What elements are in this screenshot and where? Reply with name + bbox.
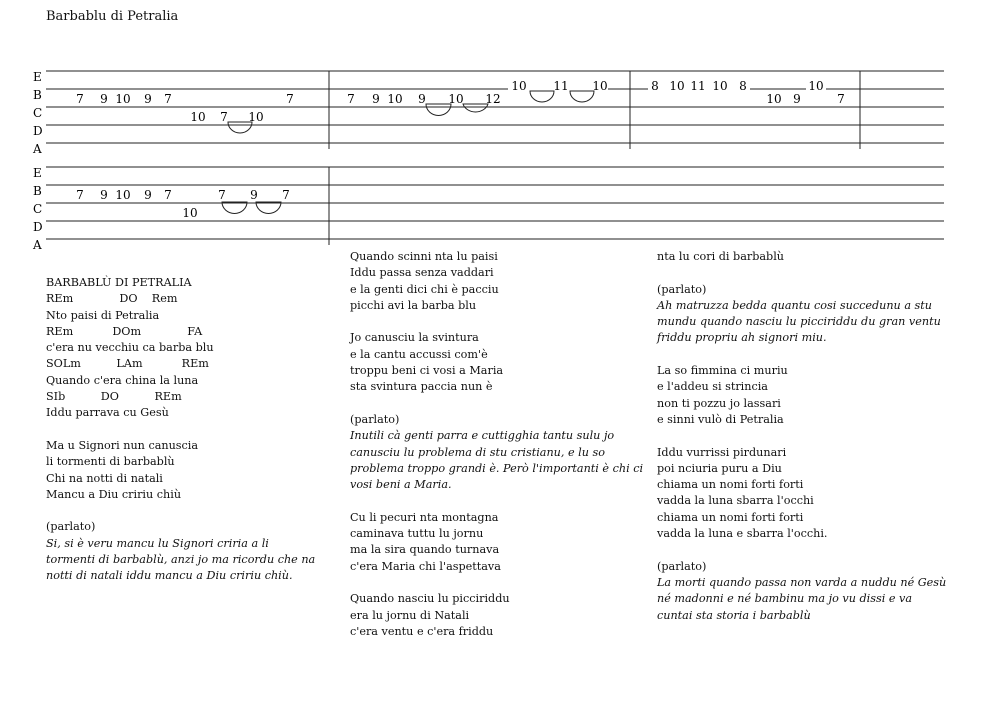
tab-note: 11 <box>690 79 706 93</box>
chord-line: REm DO Rem <box>46 292 178 306</box>
slur-mark <box>530 91 554 102</box>
tab-note: 10 <box>669 79 685 93</box>
tab-note: 7 <box>164 92 172 106</box>
lyric-line: Jo canusciu la svintura <box>350 331 479 345</box>
lyric-line: era lu jornu di Natali <box>350 608 470 622</box>
chord-line: SIb DO REm <box>46 390 182 404</box>
tab-note: 11 <box>553 79 569 93</box>
parlato-label: (parlato) <box>350 412 400 426</box>
string-label: C <box>33 106 43 120</box>
string-label: B <box>33 88 42 102</box>
tab-notes-r1m1 <box>72 92 296 133</box>
slur-mark <box>256 202 281 213</box>
guitar-tablature <box>0 0 992 250</box>
lyric-line: ma la sira quando turnava <box>350 543 500 557</box>
tab-note: 7 <box>837 92 845 106</box>
parlato-text: Si, si è veru mancu lu Signori criria a li tormenti di barbablù, anzi jo ma ricordu che na notti di natali iddu mancu a Diu cririu chiù. <box>46 536 316 583</box>
parlato-label: (parlato) <box>46 520 96 534</box>
tab-note: 9 <box>793 92 801 106</box>
string-label: D <box>33 124 43 138</box>
tab-note: 10 <box>448 92 464 106</box>
string-label: C <box>33 202 43 216</box>
lyrics-column-3 <box>657 249 949 624</box>
tab-notes-r2m1 <box>72 188 294 220</box>
song-heading: BARBABLÙ DI PETRALIA <box>46 276 192 289</box>
parlato-text: La morti quando passa non varda a nuddu né Gesù né madonni e né bambinu ma jo vu dissi e va cuntai sta storia i barbablù <box>657 575 947 622</box>
tab-note: 12 <box>485 92 501 106</box>
string-label: A <box>33 142 42 156</box>
tab-note: 10 <box>592 79 608 93</box>
parlato-label: (parlato) <box>657 559 707 573</box>
tab-note: 9 <box>418 92 426 106</box>
lyric-line: chiama un nomi forti forti <box>657 478 804 492</box>
song-title: Barbablu di Petralia <box>46 9 179 24</box>
tab-note: 8 <box>739 79 747 93</box>
lyric-line: Ma u Signori nun canuscia <box>46 438 199 452</box>
lyric-line: La so fimmina ci muriu <box>657 364 788 378</box>
lyric-line: li tormenti di barbablù <box>46 455 175 469</box>
tab-note: 9 <box>144 188 152 202</box>
lyric-line: poi nciuria puru a Diu <box>657 461 782 475</box>
tab-notes-r1m3 <box>648 79 848 106</box>
lyric-line: troppu beni ci vosi a Maria <box>350 364 504 378</box>
lyric-line: non ti pozzu jo lassari <box>657 396 781 410</box>
tab-note: 10 <box>115 92 131 106</box>
tab-note: 10 <box>766 92 782 106</box>
lyric-line: Quando nasciu lu picciriddu <box>350 592 510 606</box>
lyric-line: vadda la luna sbarra l'occhi <box>657 494 814 508</box>
tab-note: 10 <box>115 188 131 202</box>
tab-note: 7 <box>220 110 228 124</box>
tab-note: 10 <box>712 79 728 93</box>
chord-line: REm DOm FA <box>46 324 203 338</box>
tab-note: 7 <box>347 92 355 106</box>
lyric-line: Nto paisi di Petralia <box>46 308 160 322</box>
tab-note: 10 <box>190 110 206 124</box>
parlato-text: Ah matruzza bedda quantu cosi succedunu a stu mundu quando nasciu lu picciriddu du gran ventu friddu propriu ah signori miu. <box>657 298 941 345</box>
lyric-line: vadda la luna e sbarra l'occhi. <box>657 527 828 541</box>
slur-mark <box>570 91 594 102</box>
slur-mark <box>426 104 451 115</box>
tab-notes-r1m2 <box>344 79 608 115</box>
slur-mark <box>463 104 488 112</box>
lyric-line: nta lu cori di barbablù <box>657 250 785 263</box>
string-label: E <box>33 70 42 84</box>
tab-note: 9 <box>250 188 258 202</box>
tab-staff-row2 <box>46 167 944 245</box>
lyric-line: Cu li pecuri nta montagna <box>350 510 499 524</box>
lyric-line: caminava tuttu lu jornu <box>350 527 484 541</box>
lyric-line: Chi na notti di natali <box>46 471 163 485</box>
parlato-text: Inutili cà genti parra e cuttigghia tantu sulu jo canusciu lu problema di stu cristianu, e lu so problema troppo grandi è. Però l'importanti è chi ci vosi beni a Maria. <box>350 429 644 492</box>
lyric-line: e l'addeu si strincia <box>657 380 768 394</box>
tab-note: 8 <box>651 79 659 93</box>
lyric-line: Iddu passa senza vaddari <box>350 266 494 280</box>
tab-note: 10 <box>248 110 264 124</box>
lyric-line: e la cantu accussi com'è <box>350 347 488 361</box>
string-label: E <box>33 166 42 180</box>
tab-note: 7 <box>164 188 172 202</box>
lyric-line: c'era nu vecchiu ca barba blu <box>46 341 214 355</box>
lyric-line: sta svintura paccia nun è <box>350 380 493 394</box>
lyrics-column-1 <box>46 275 316 585</box>
lyrics-column-2 <box>350 249 646 640</box>
lyric-line: Iddu vurrissi pirdunari <box>657 445 787 459</box>
lyric-line: chiama un nomi forti forti <box>657 510 804 524</box>
tab-note: 10 <box>387 92 403 106</box>
parlato-label: (parlato) <box>657 282 707 296</box>
slur-mark <box>222 202 247 213</box>
string-label: A <box>33 238 42 250</box>
lyric-line: Mancu a Diu cririu chiù <box>46 487 182 501</box>
tab-note: 7 <box>76 92 84 106</box>
tab-note: 7 <box>282 188 290 202</box>
tab-note: 7 <box>76 188 84 202</box>
tab-note: 10 <box>808 79 824 93</box>
tab-note: 9 <box>372 92 380 106</box>
string-label: D <box>33 220 43 234</box>
lyric-line: Iddu parrava cu Gesù <box>46 406 169 420</box>
lyric-line: picchi avi la barba blu <box>350 298 477 312</box>
tab-note: 9 <box>100 188 108 202</box>
chord-line: SOLm LAm REm <box>46 357 209 371</box>
tab-note: 10 <box>182 206 198 220</box>
tab-note: 7 <box>218 188 226 202</box>
lyric-line: Quando c'era china la luna <box>46 373 199 387</box>
lyric-line: c'era ventu e c'era friddu <box>350 624 494 638</box>
lyric-line: Quando scinni nta lu paisi <box>350 250 498 263</box>
lyric-line: c'era Maria chi l'aspettava <box>350 559 501 573</box>
string-label: B <box>33 184 42 198</box>
lyric-line: e la genti dici chi è pacciu <box>350 282 499 296</box>
tab-note: 9 <box>100 92 108 106</box>
string-labels-row2 <box>32 166 43 250</box>
tab-note: 9 <box>144 92 152 106</box>
string-labels-row1 <box>32 70 43 156</box>
tab-note: 10 <box>511 79 527 93</box>
tab-note: 7 <box>286 92 294 106</box>
lyric-line: e sinni vulò di Petralia <box>657 412 784 426</box>
